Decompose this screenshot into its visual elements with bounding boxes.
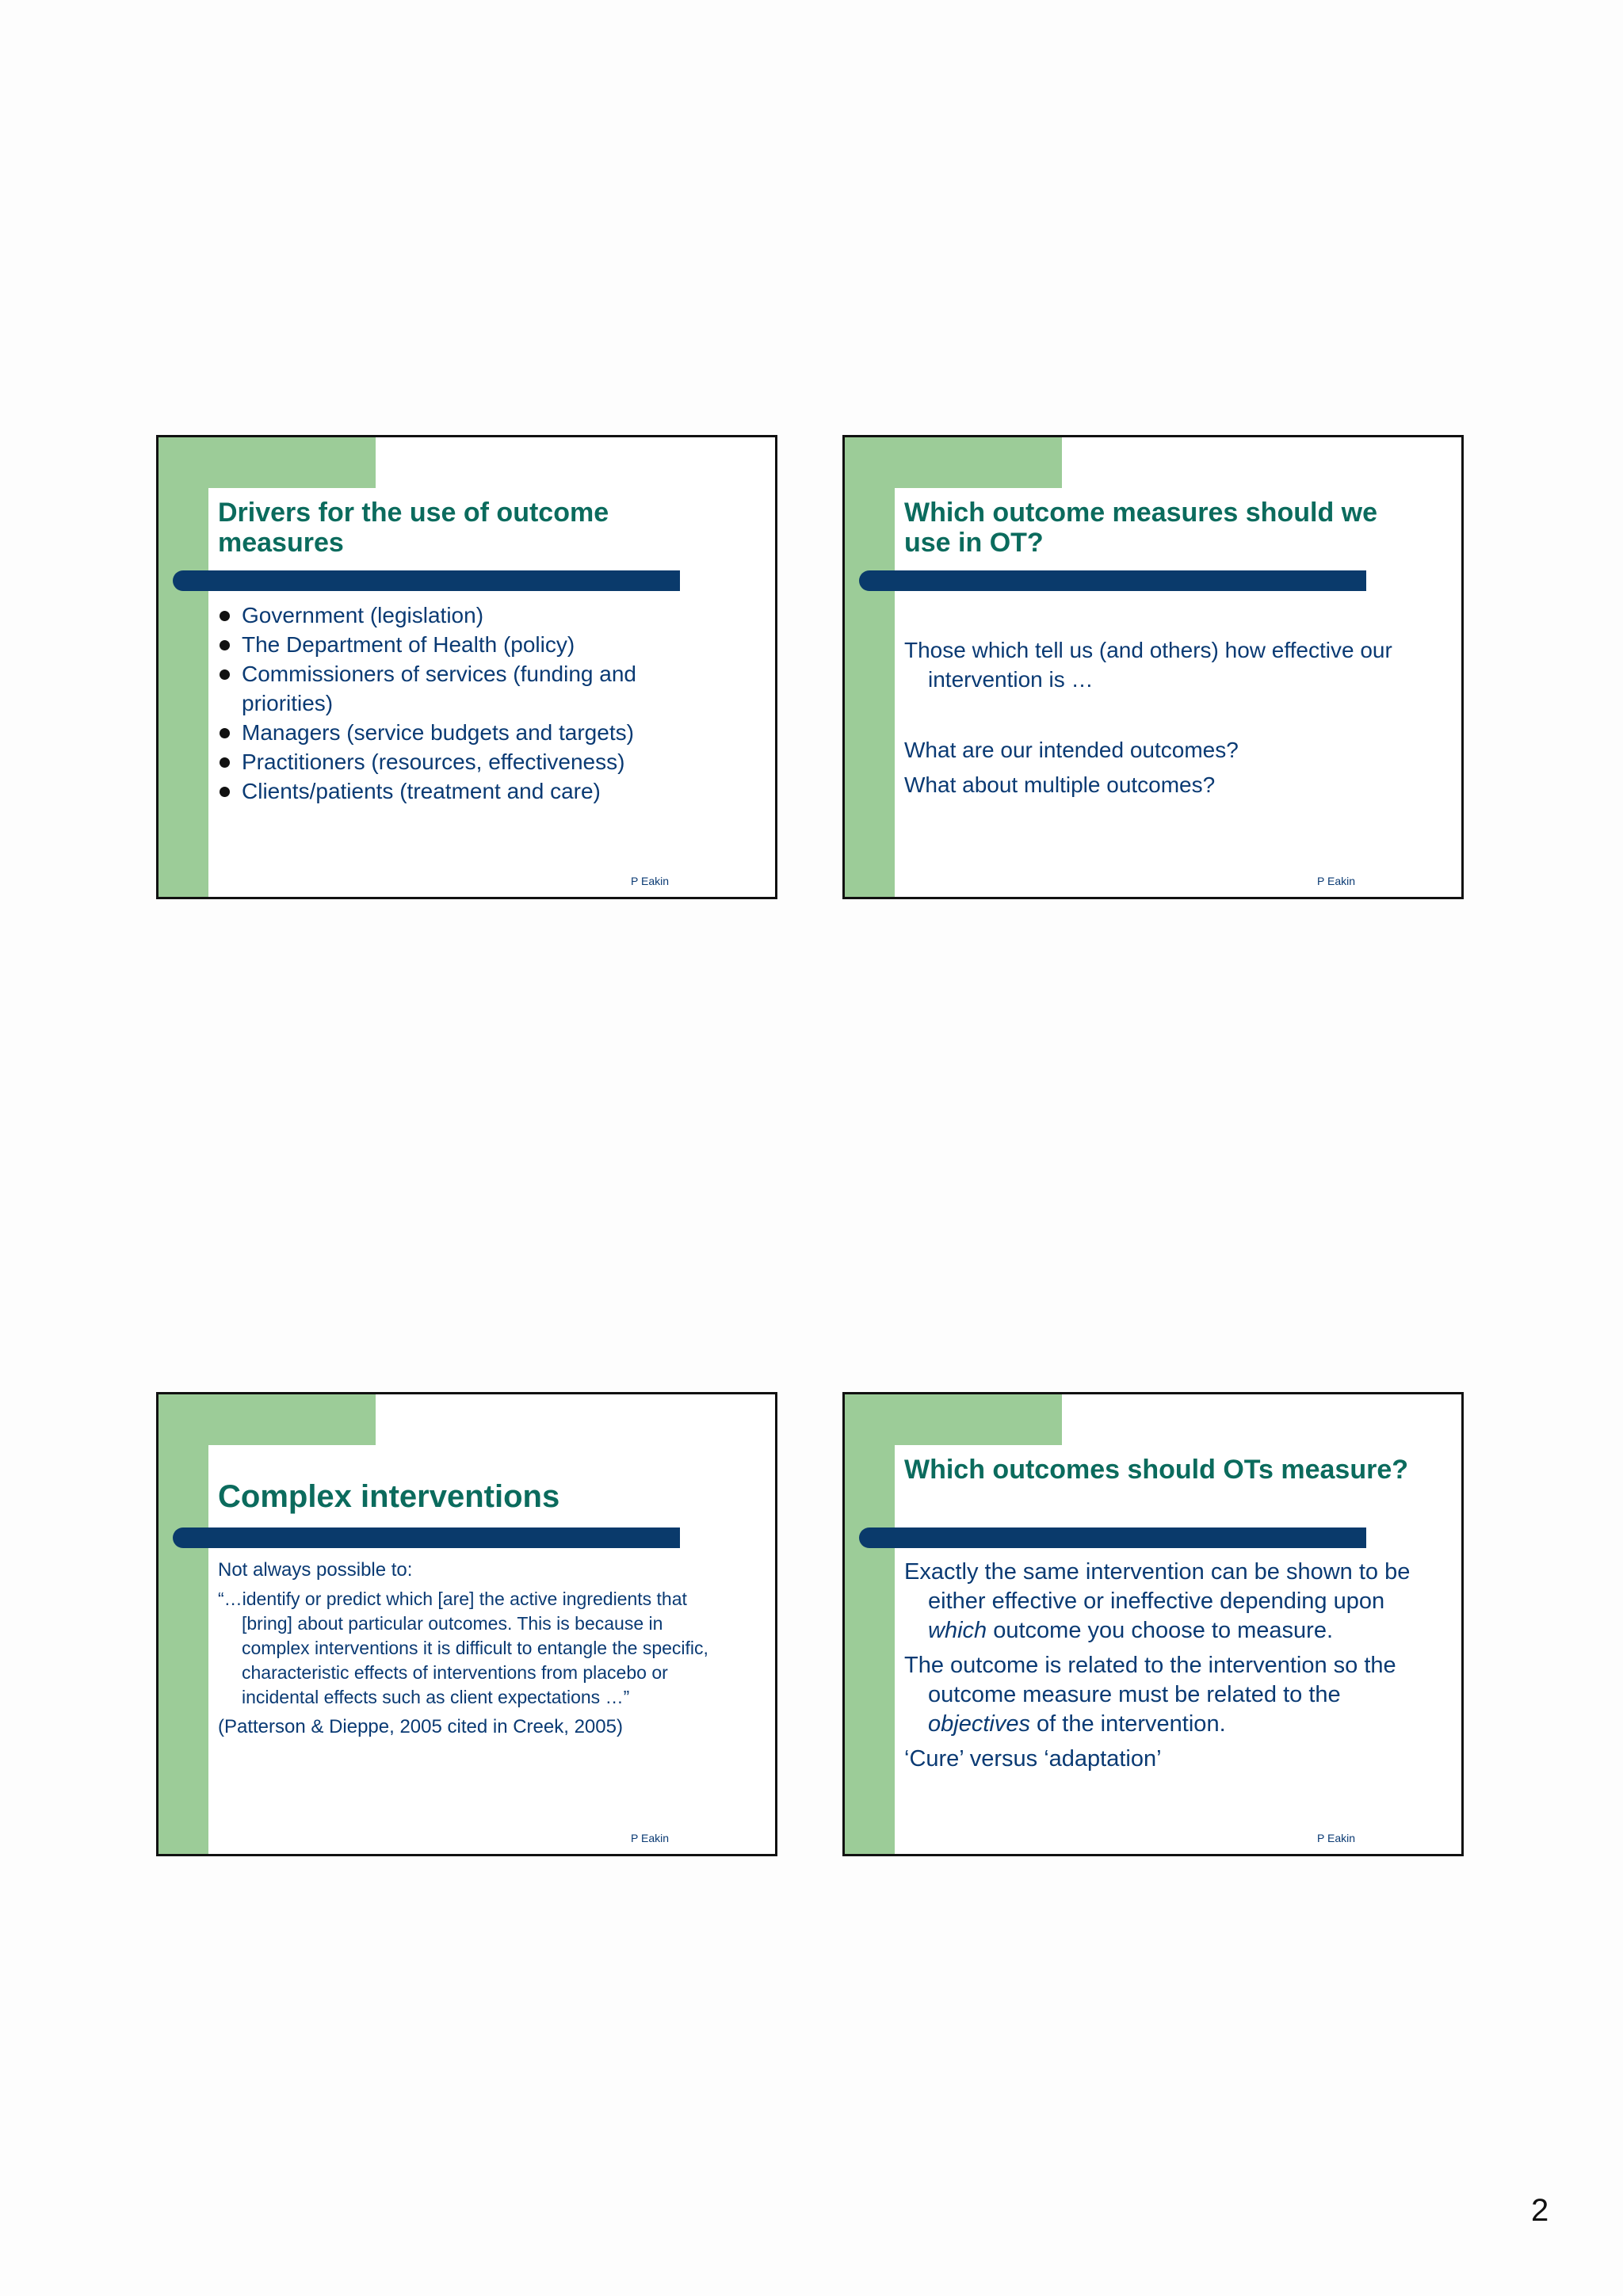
slide-green-top-decoration	[158, 1394, 376, 1445]
slide-drivers	[156, 435, 777, 899]
body-paragraph	[904, 1651, 1443, 1739]
page-number: 2	[1531, 2193, 1549, 2228]
slide-green-top-decoration	[158, 437, 376, 488]
slide-body	[218, 601, 741, 806]
paragraph-text: outcome you choose to measure.	[987, 1618, 1334, 1643]
paragraph-text: of the intervention.	[1029, 1711, 1226, 1737]
bullet-item: The Department of Health (policy)	[218, 630, 741, 659]
body-paragraph: ‘Cure’ versus ‘adaptation’	[904, 1746, 1162, 1772]
slide-green-side-decoration	[845, 437, 895, 897]
slide-body	[904, 1558, 1427, 1774]
intro-text: Not always possible to:	[218, 1559, 413, 1581]
slide-footer: P Eakin	[1317, 1832, 1355, 1844]
bullet-item: Managers (service budgets and targets)	[218, 718, 741, 747]
slide-green-side-decoration	[158, 1394, 208, 1854]
slide-title: Which outcome measures should we use in OT?	[904, 498, 1378, 558]
body-paragraph: What about multiple outcomes?	[904, 772, 1216, 797]
slide-green-top-decoration	[845, 1394, 1062, 1445]
bullet-item: Government (legislation)	[218, 601, 741, 630]
bullet-item: Commissioners of services (funding and priorities)	[218, 659, 685, 718]
title-divider-bar	[859, 1527, 1366, 1548]
slide-green-side-decoration	[158, 437, 208, 897]
slide-body	[218, 1558, 741, 1739]
body-paragraph: Those which tell us (and others) how effective our intervention is …	[904, 638, 1392, 692]
quote-text: “…identify or predict which [are] the active ingredients that [bring] about particular outcomes. This is because in complex interventions it is difficult to entangle the specific, characteristic effects of interventions from placebo or incidental effects such as client expectations …”	[218, 1589, 708, 1707]
slide-title: Complex interventions	[218, 1479, 560, 1514]
citation-text: (Patterson & Dieppe, 2005 cited in Creek, 2005)	[218, 1716, 623, 1737]
emphasis-text: objectives	[928, 1711, 1030, 1737]
title-divider-bar	[173, 570, 680, 591]
bullet-list	[218, 601, 741, 806]
slide-body	[904, 635, 1427, 799]
slide-complex-interventions	[156, 1392, 777, 1856]
paragraph-text: The outcome is related to the intervention so the outcome measure must be related to the	[904, 1653, 1396, 1707]
slide-footer: P Eakin	[1317, 875, 1355, 887]
slide-which-outcomes	[842, 1392, 1464, 1856]
emphasis-text: which	[928, 1618, 987, 1643]
bullet-item: Clients/patients (treatment and care)	[218, 776, 741, 806]
slide-which-measures	[842, 435, 1464, 899]
bullet-item: Practitioners (resources, effectiveness)	[218, 747, 741, 776]
slide-green-side-decoration	[845, 1394, 895, 1854]
slide-title: Which outcomes should OTs measure?	[904, 1455, 1409, 1485]
body-paragraph: What are our intended outcomes?	[904, 738, 1239, 762]
title-divider-bar	[859, 570, 1366, 591]
body-paragraph	[904, 1558, 1443, 1646]
slide-green-top-decoration	[845, 437, 1062, 488]
title-divider-bar	[173, 1527, 680, 1548]
slide-footer: P Eakin	[631, 875, 669, 887]
slide-footer: P Eakin	[631, 1832, 669, 1844]
paragraph-text: Exactly the same intervention can be shown to be either effective or ineffective depending upon	[904, 1559, 1411, 1614]
slide-title: Drivers for the use of outcome measures	[218, 498, 609, 558]
